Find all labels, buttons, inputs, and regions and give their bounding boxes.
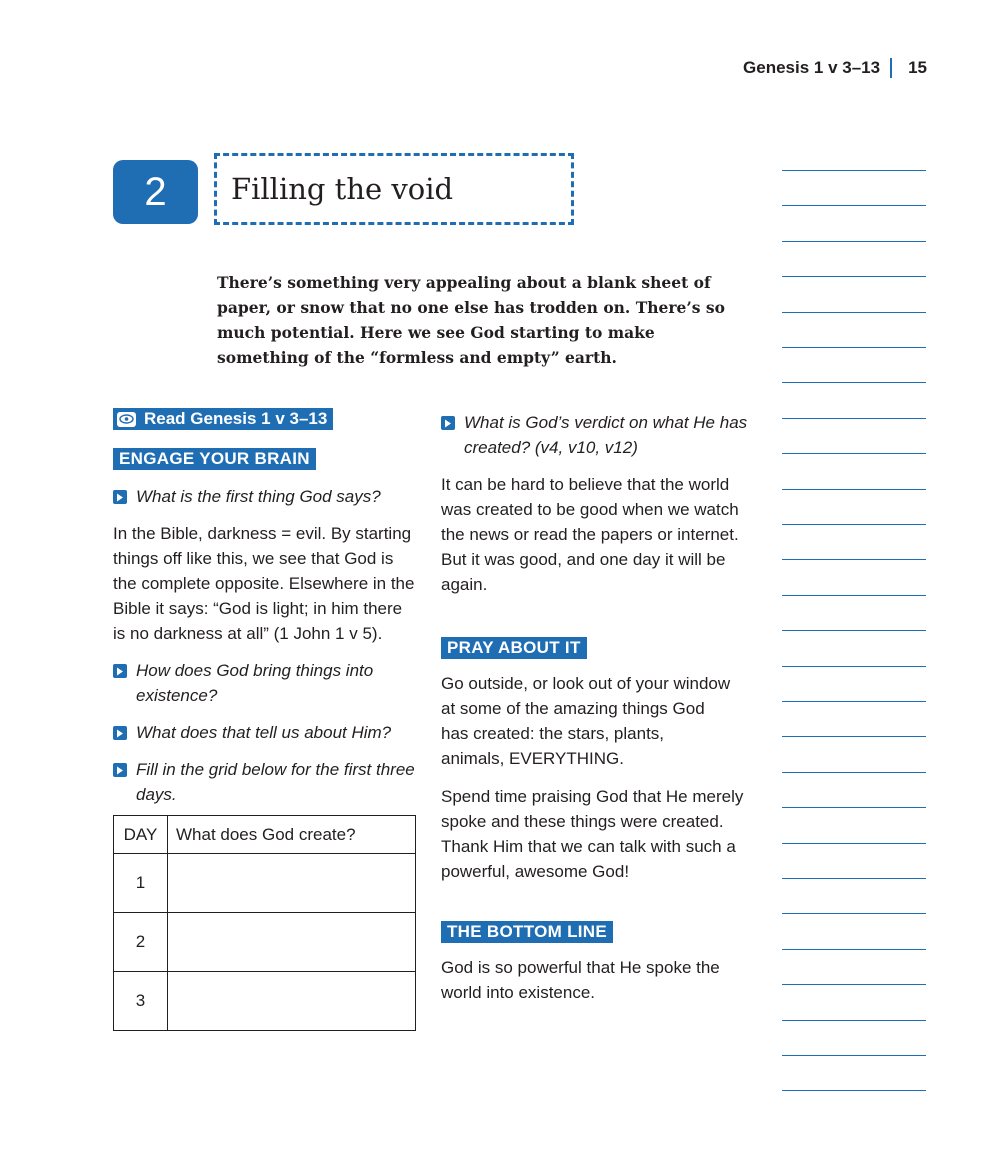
question-bring-things: How does God bring things into existence? [113,658,423,708]
question-tell-us: What does that tell us about Him? [113,720,423,745]
note-line [782,701,926,702]
intro-paragraph: There’s something very appealing about a blank sheet of paper, or snow that no one else has trodden on. There’s so much potential. Here we see God starting to make something of the “formless and empty” earth. [217,273,725,367]
play-arrow-icon [113,490,127,504]
note-line [782,524,926,525]
engage-heading: ENGAGE YOUR BRAIN [113,448,316,470]
grid-day-2: 2 [114,913,168,972]
grid-day-3: 3 [114,972,168,1031]
note-line [782,382,926,383]
note-line [782,1090,926,1091]
note-line [782,666,926,667]
note-line [782,170,926,171]
praising-paragraph: Spend time praising God that He merely spoke and these things were created. Thank Him that we can talk with such a powerful, awesome God! [441,787,744,881]
study-title: Filling the void [231,172,454,206]
bottom-line-paragraph: God is so powerful that He spoke the world into existence. [441,958,720,1002]
bottom-line-heading: THE BOTTOM LINE [441,921,613,943]
read-passage-label: Read Genesis 1 v 3–13 [144,409,328,428]
note-line [782,347,926,348]
question-first-thing: What is the first thing God says? [113,484,423,509]
note-line [782,913,926,914]
play-arrow-icon [113,664,127,678]
note-line [782,276,926,277]
note-line [782,736,926,737]
note-line [782,559,926,560]
note-line [782,312,926,313]
question-fill-grid: Fill in the grid below for the first three days. [113,757,423,807]
grid-day-1: 1 [114,854,168,913]
note-line [782,489,926,490]
left-column [113,408,423,1031]
right-column [441,410,751,1005]
note-line [782,807,926,808]
grid-header-create: What does God create? [168,816,416,854]
page-number: 15 [908,58,927,77]
play-arrow-icon [441,416,455,430]
note-line [782,843,926,844]
grid-answer-cell[interactable] [168,913,416,972]
note-line [782,1055,926,1056]
note-line [782,418,926,419]
header-divider [890,58,892,78]
pray-heading: PRAY ABOUT IT [441,637,587,659]
note-line [782,453,926,454]
note-line [782,630,926,631]
grid-header-day: DAY [114,816,168,854]
grid-answer-cell[interactable] [168,972,416,1031]
go-outside-paragraph: Go outside, or look out of your window at some of the amazing things God has created: the stars, plants, animals, EVERYTHING. [441,674,731,768]
eye-icon [117,412,136,427]
note-line [782,949,926,950]
running-header [743,58,927,78]
creation-days-grid [113,815,416,1031]
note-line [782,984,926,985]
darkness-paragraph: In the Bible, darkness = evil. By starting things off like this, we see that God is the complete opposite. Elsewhere in the Bible it says: “God is light; in him there is no darkness at all” (1 John 1 v 5). [113,524,415,643]
note-line [782,205,926,206]
question-verdict: What is God’s verdict on what He has created? (v4, v10, v12) [441,410,751,460]
play-arrow-icon [113,763,127,777]
note-line [782,1020,926,1021]
note-line [782,241,926,242]
read-passage-bar [113,408,333,430]
good-paragraph: It can be hard to believe that the world was created to be good when we watch the news or read the papers or internet. But it was good, and one day it will be again. [441,475,739,594]
note-line [782,878,926,879]
study-title-box [214,153,574,225]
chapter-reference: Genesis 1 v 3–13 [743,58,881,77]
note-line [782,595,926,596]
note-line [782,772,926,773]
play-arrow-icon [113,726,127,740]
study-number-badge: 2 [113,160,198,224]
grid-answer-cell[interactable] [168,854,416,913]
